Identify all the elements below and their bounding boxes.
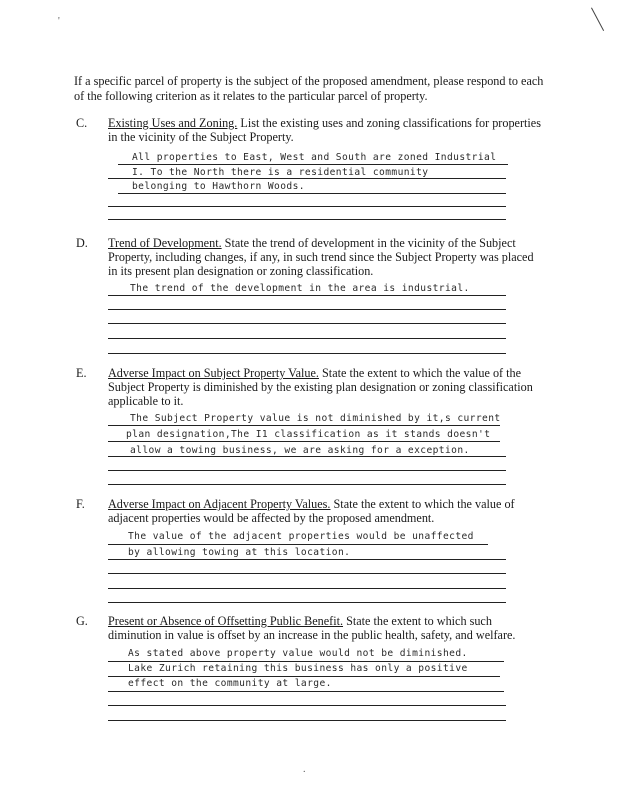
section-e-answer-line: The Subject Property value is not diminished by it,s current [130, 413, 501, 424]
answer-rule [108, 676, 500, 677]
section-e-answer-line: allow a towing business, we are asking for a exception. [130, 445, 470, 456]
section-f-heading: Adverse Impact on Adjacent Property Values. [108, 497, 331, 511]
answer-rule [108, 441, 500, 442]
section-letter-c: C. [76, 116, 88, 130]
section-g-answer-line: Lake Zurich retaining this business has only a positive [128, 663, 468, 674]
section-g-prompt [108, 614, 544, 642]
section-f-prompt [108, 497, 544, 525]
section-g-answer-line: effect on the community at large. [128, 678, 332, 689]
section-c-prompt [108, 116, 544, 144]
section-e-answer-line: plan designation,The I1 classification as it stands doesn't [126, 429, 491, 440]
answer-rule [108, 559, 506, 560]
answer-rule [108, 219, 506, 220]
section-c-text: List the existing uses and zoning classifications for properties in the vicinity of the Subject Property. [108, 116, 541, 144]
answer-rule [108, 691, 504, 692]
answer-rule [108, 588, 506, 589]
section-d-text: State the trend of development in the vicinity of the Subject Property, including changes, if any, in such trend since the Subject Property was placed in its present plan designation or zoning classification. [108, 236, 534, 278]
section-d-answer-line: The trend of the development in the area is industrial. [130, 283, 470, 294]
section-c-answer-line: I. To the North there is a residential community [132, 167, 429, 178]
scan-mark: . [303, 764, 306, 775]
answer-rule [108, 470, 506, 471]
section-g-heading: Present or Absence of Offsetting Public Benefit. [108, 614, 344, 628]
answer-rule [108, 206, 506, 207]
answer-rule [108, 602, 506, 603]
answer-rule [108, 705, 506, 706]
section-letter-d: D. [76, 236, 88, 250]
answer-rule [108, 295, 506, 296]
section-f-text: State the extent to which the value of adjacent properties would be affected by the proposed amendment. [108, 497, 515, 525]
section-c-heading: Existing Uses and Zoning. [108, 116, 238, 130]
section-letter-e: E. [76, 366, 87, 380]
answer-rule [108, 544, 488, 545]
section-c-answer-line: belonging to Hawthorn Woods. [132, 181, 305, 192]
answer-rule [108, 178, 506, 179]
section-e-text: State the extent to which the value of the Subject Property is diminished by the existing plan designation or zoning classification applicable to it. [108, 366, 533, 408]
scan-mark [591, 8, 604, 31]
section-e-prompt [108, 366, 544, 408]
answer-rule [108, 456, 506, 457]
section-g-answer-line: As stated above property value would not be diminished. [128, 648, 468, 659]
answer-rule [118, 164, 508, 165]
answer-rule [108, 353, 506, 354]
section-d-prompt [108, 236, 544, 278]
answer-rule [118, 193, 506, 194]
answer-rule [108, 425, 500, 426]
answer-rule [108, 309, 506, 310]
section-letter-g: G. [76, 614, 88, 628]
answer-rule [108, 720, 506, 721]
section-letter-f: F. [76, 497, 85, 511]
intro-paragraph: If a specific parcel of property is the subject of the proposed amendment, please respond to each of the following criterion as it relates to the particular parcel of property. [74, 74, 544, 103]
answer-rule [108, 661, 504, 662]
section-f-answer-line: by allowing towing at this location. [128, 547, 351, 558]
section-e-heading: Adverse Impact on Subject Property Value. [108, 366, 319, 380]
answer-rule [108, 338, 506, 339]
scan-mark: ' [58, 16, 60, 27]
section-c-answer-line: All properties to East, West and South are zoned Industrial [132, 152, 497, 163]
answer-rule [108, 573, 506, 574]
answer-rule [108, 323, 506, 324]
section-f-answer-line: The value of the adjacent properties would be unaffected [128, 531, 474, 542]
answer-rule [108, 484, 506, 485]
section-d-heading: Trend of Development. [108, 236, 222, 250]
section-g-text: State the extent to which such diminution in value is offset by an increase in the public health, safety, and welfare. [108, 614, 516, 642]
